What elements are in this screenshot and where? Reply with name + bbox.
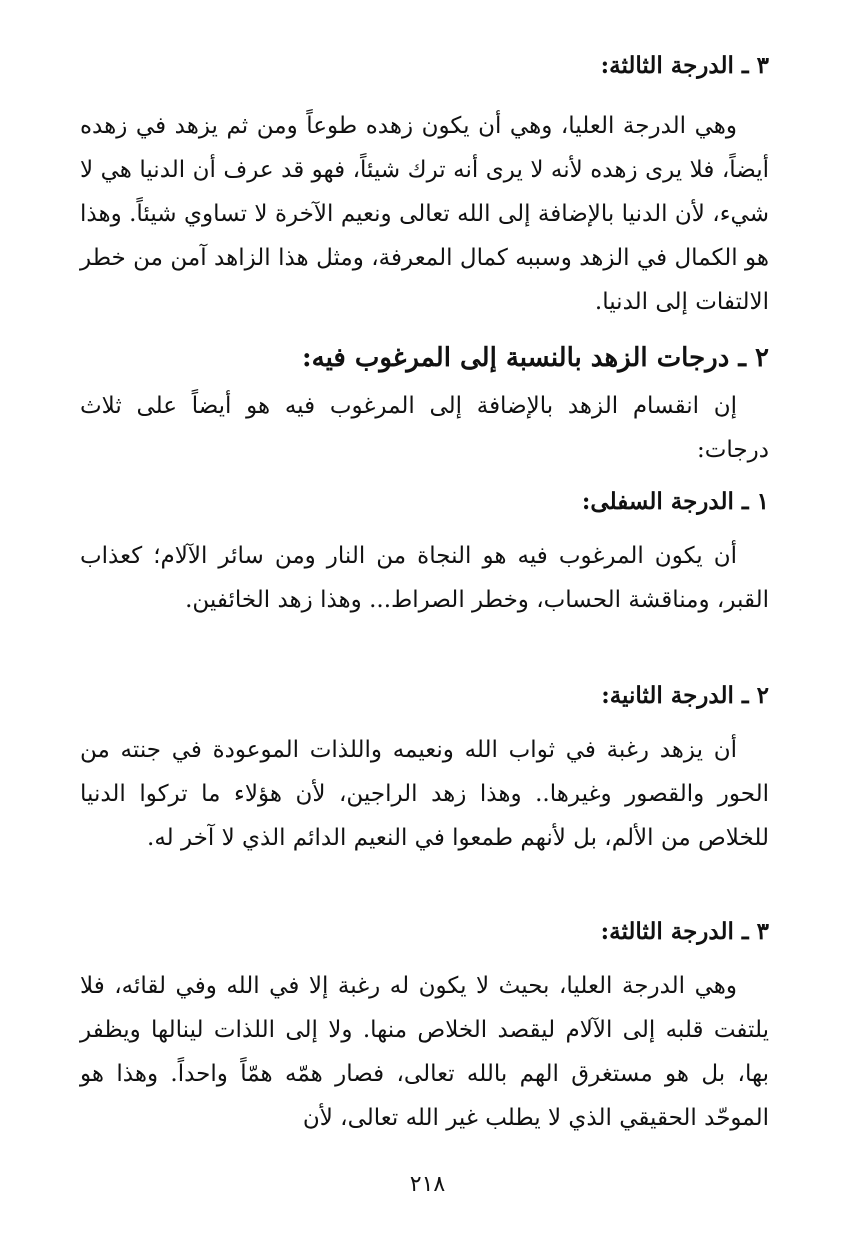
- page-number: ٢١٨: [409, 1172, 446, 1197]
- paragraph-division-intro: إن انقسام الزهد بالإضافة إلى المرغوب فيه هو أيضاً على ثلاث درجات:: [80, 393, 769, 463]
- paragraph-lowest-degree: أن يكون المرغوب فيه هو النجاة من النار ومن سائر الآلام؛ كعذاب القبر، ومناقشة الحساب، وخطر الصراط... وهذا زهد الخائفين.: [80, 543, 769, 613]
- paragraph-second-degree: أن يزهد رغبة في ثواب الله ونعيمه واللذات الموعودة في جنته من الحور والقصور وغيرها.. وهذا زهد الراجين، لأن هؤلاء ما تركوا الدنيا للخلاص من الألم، بل لأنهم طمعوا في النعيم الدائم الذي لا آخر له.: [80, 737, 769, 851]
- paragraph-third-degree-ascetic: وهي الدرجة العليا، وهي أن يكون زهده طوعاً ومن ثم يزهد في زهده أيضاً، فلا يرى زهده لأنه لا يرى أنه ترك شيئاً، فهو قد عرف أن الدنيا هي لا شيء، لأن الدنيا بالإضافة إلى الله تعالى ونعيم الآخرة لا تساوي شيئاً. وهذا هو الكمال في الزهد وسببه كمال المعرفة، ومثل هذا الزاهد آمن من خطر الالتفات إلى الدنيا.: [80, 113, 769, 315]
- section-heading-second-degree: ٢ ـ الدرجة الثانية:: [601, 682, 769, 709]
- section-heading-degrees-by-desired: ٢ ـ درجات الزهد بالنسبة إلى المرغوب فيه:: [302, 343, 769, 373]
- section-heading-third-degree-2: ٣ ـ الدرجة الثالثة:: [600, 918, 769, 945]
- section-heading-third-degree: ٣ ـ الدرجة الثالثة:: [600, 52, 769, 79]
- section-heading-lowest-degree: ١ ـ الدرجة السفلى:: [581, 488, 769, 515]
- paragraph-third-degree-highest: وهي الدرجة العليا، بحيث لا يكون له رغبة إلا في الله وفي لقائه، فلا يلتفت قلبه إلى الآلام ليقصد الخلاص منها. ولا إلى اللذات لينالها ويظفر بها، بل هو مستغرق الهم بالله تعالى، فصار همّه همّاً واحداً. وهذا هو الموحّد الحقيقي الذي لا يطلب غير الله تعالى، لأن: [80, 973, 769, 1131]
